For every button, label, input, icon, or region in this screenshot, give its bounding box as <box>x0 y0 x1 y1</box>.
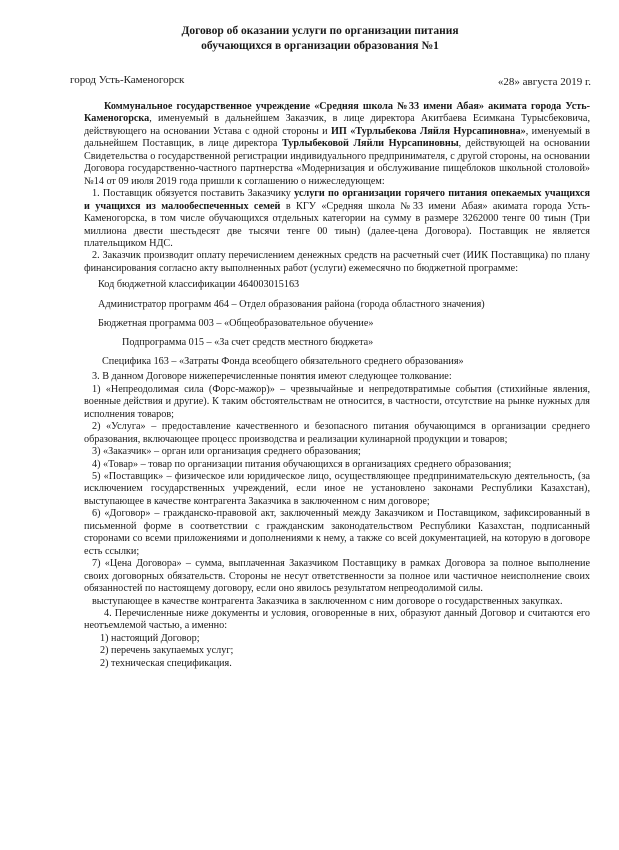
contract-date: «28» августа 2019 г. <box>497 76 591 88</box>
preamble-paragraph <box>84 101 590 188</box>
contract-documents-list <box>84 633 590 670</box>
document-item: 2) техническая спецификация. <box>100 657 232 669</box>
clause-4-intro: 4. Перечисленные ниже документы и условия, оговоренные в них, образуют данный Договор и считаются его неотъемлемой частью, а именно: <box>84 607 590 632</box>
clause-2: 2. Заказчик производит оплату перечислением денежных средств на расчетный счет (ИИК Поставщика) по плану финансирования согласно акту выполненных работ (услуги) ежемесячно по бюджетной программе: <box>84 250 590 274</box>
clause-3-intro: 3. В данном Договоре нижеперечисленные понятия имеют следующее толкование: <box>92 371 452 383</box>
title-line-2: обучающихся в организации образования №1 <box>201 40 439 52</box>
definition-item: 7) «Цена Договора» – сумма, выплаченная Заказчиком Поставщику в рамках Договора за полное выполнение своих договорных обязательств. Стороны не несут ответственности за полное или частичное неисполнение своих обязанностей по настоящему договору, если оно явилось результатом непреодолимой силы. <box>84 558 590 595</box>
budget-program: Бюджетная программа 003 – «Общеобразовательное обучение» <box>98 317 374 329</box>
budget-specifics: Специфика 163 – «Затраты Фонда всеобщего обязательного среднего образования» <box>102 356 464 368</box>
supplier-director: Турлыбековой Ляйли Нурсапиновны <box>281 138 459 150</box>
supplier-name: ИП «Турлыбекова Ляйля Нурсапиновна» <box>330 125 526 137</box>
document-item: 1) настоящий Договор; <box>100 632 200 644</box>
preamble-text-1: , именуемый в дальнейшем Заказчик, в лице директора Акитбаева Есимкана Турысбековича, действующего на основании Устава с одной стороны и <box>84 113 590 137</box>
budget-administrator: Администратор программ 464 – Отдел образования района (города областного значения) <box>98 298 485 310</box>
definition-item: 4) «Товар» – товар по организации питания обучающихся в организациях среднего образования; <box>92 458 512 470</box>
definition-item: 3) «Заказчик» – орган или организация среднего образования; <box>92 446 361 458</box>
definition-item: 2) «Услуга» – предоставление качественного и безопасного питания обучающимся в организации среднего образования, включающее процесс производства и реализации кулинарной продукции и товаров; <box>84 421 590 445</box>
document-item: 2) перечень закупаемых услуг; <box>100 645 234 657</box>
budget-code: Код бюджетной классификации 464003015163 <box>98 279 300 291</box>
document-title <box>60 24 580 54</box>
place-of-signing: город Усть-Каменогорск <box>70 74 185 86</box>
customer-name: Коммунальное государственное учреждение «Средняя школа №33 имени Абая» акимата города Усть-Каменогорска <box>84 101 590 125</box>
definition-item: выступающее в качестве контрагента Заказчика в заключенном с ним договоре о государственных закупках. <box>92 595 563 607</box>
budget-subprogram: Подпрограмма 015 – «За счет средств местного бюджета» <box>122 336 374 348</box>
preamble-text-3: , действующей на основании Свидетельства о государственной регистрации индивидуального предпринимателя, с другой стороны, на основании Договора государственно-частного партнерства «Модернизация и обслуживание пищеблоков школьной столовой» №14 от 09 июля 2019 года пришли к соглашению о нижеследующем: <box>84 138 590 187</box>
definition-item: 1) «Непреодолимая сила (Форс-мажор)» – чрезвычайные и непредотвратимые события (стихийные явления, военные действия и другие). К таким обстоятельствам не относится, в частности, отсутствие на рынке нужных для исполнения товаров; <box>84 383 590 420</box>
clause-1-text-1: 1. Поставщик обязуется поставить Заказчику <box>92 188 295 200</box>
contract-body <box>84 101 590 670</box>
clause-1-service: услуги по организации горячего питания опекаемых учащихся и учащихся из малообеспеченных семей <box>84 188 590 212</box>
clause-1 <box>84 188 590 250</box>
definition-item: 5) «Поставщик» – физическое или юридическое лицо, осуществляющее предпринимательскую деятельность, (за исключением государственных учреждений, если иное не установлено законами Республики Казахстан), выступающее в качестве контрагента Заказчика в заключенном с ним договоре; <box>84 470 590 507</box>
preamble-text-2: , именуемый в дальнейшем Поставщик, в лице директора <box>84 125 590 150</box>
title-line-1: Договор об оказании услуги по организации питания <box>181 25 459 37</box>
definition-item: 6) «Договор» – гражданско-правовой акт, заключенный между Заказчиком и Поставщиком, зафиксированный в письменной форме в соответствии с гражданским законодательством Республики Казахстан, подписанный сторонами со всеми приложениями и дополнениями к нему, а также со всей документацией, на которую в договоре есть ссылки; <box>84 508 590 557</box>
budget-program-list <box>84 275 590 371</box>
clause-1-text-2: в КГУ «Средняя школа №33 имени Абая» акимата города Усть-Каменогорска, в том числе обучающихся отдельных категории на сумму в размере 3262000 тенге 00 тиын (Три миллиона двести шестьдесят две тысячи тенге 00 тиын) (далее-цена Договора). Поставщик не является плательщиком НДС. <box>84 200 590 249</box>
